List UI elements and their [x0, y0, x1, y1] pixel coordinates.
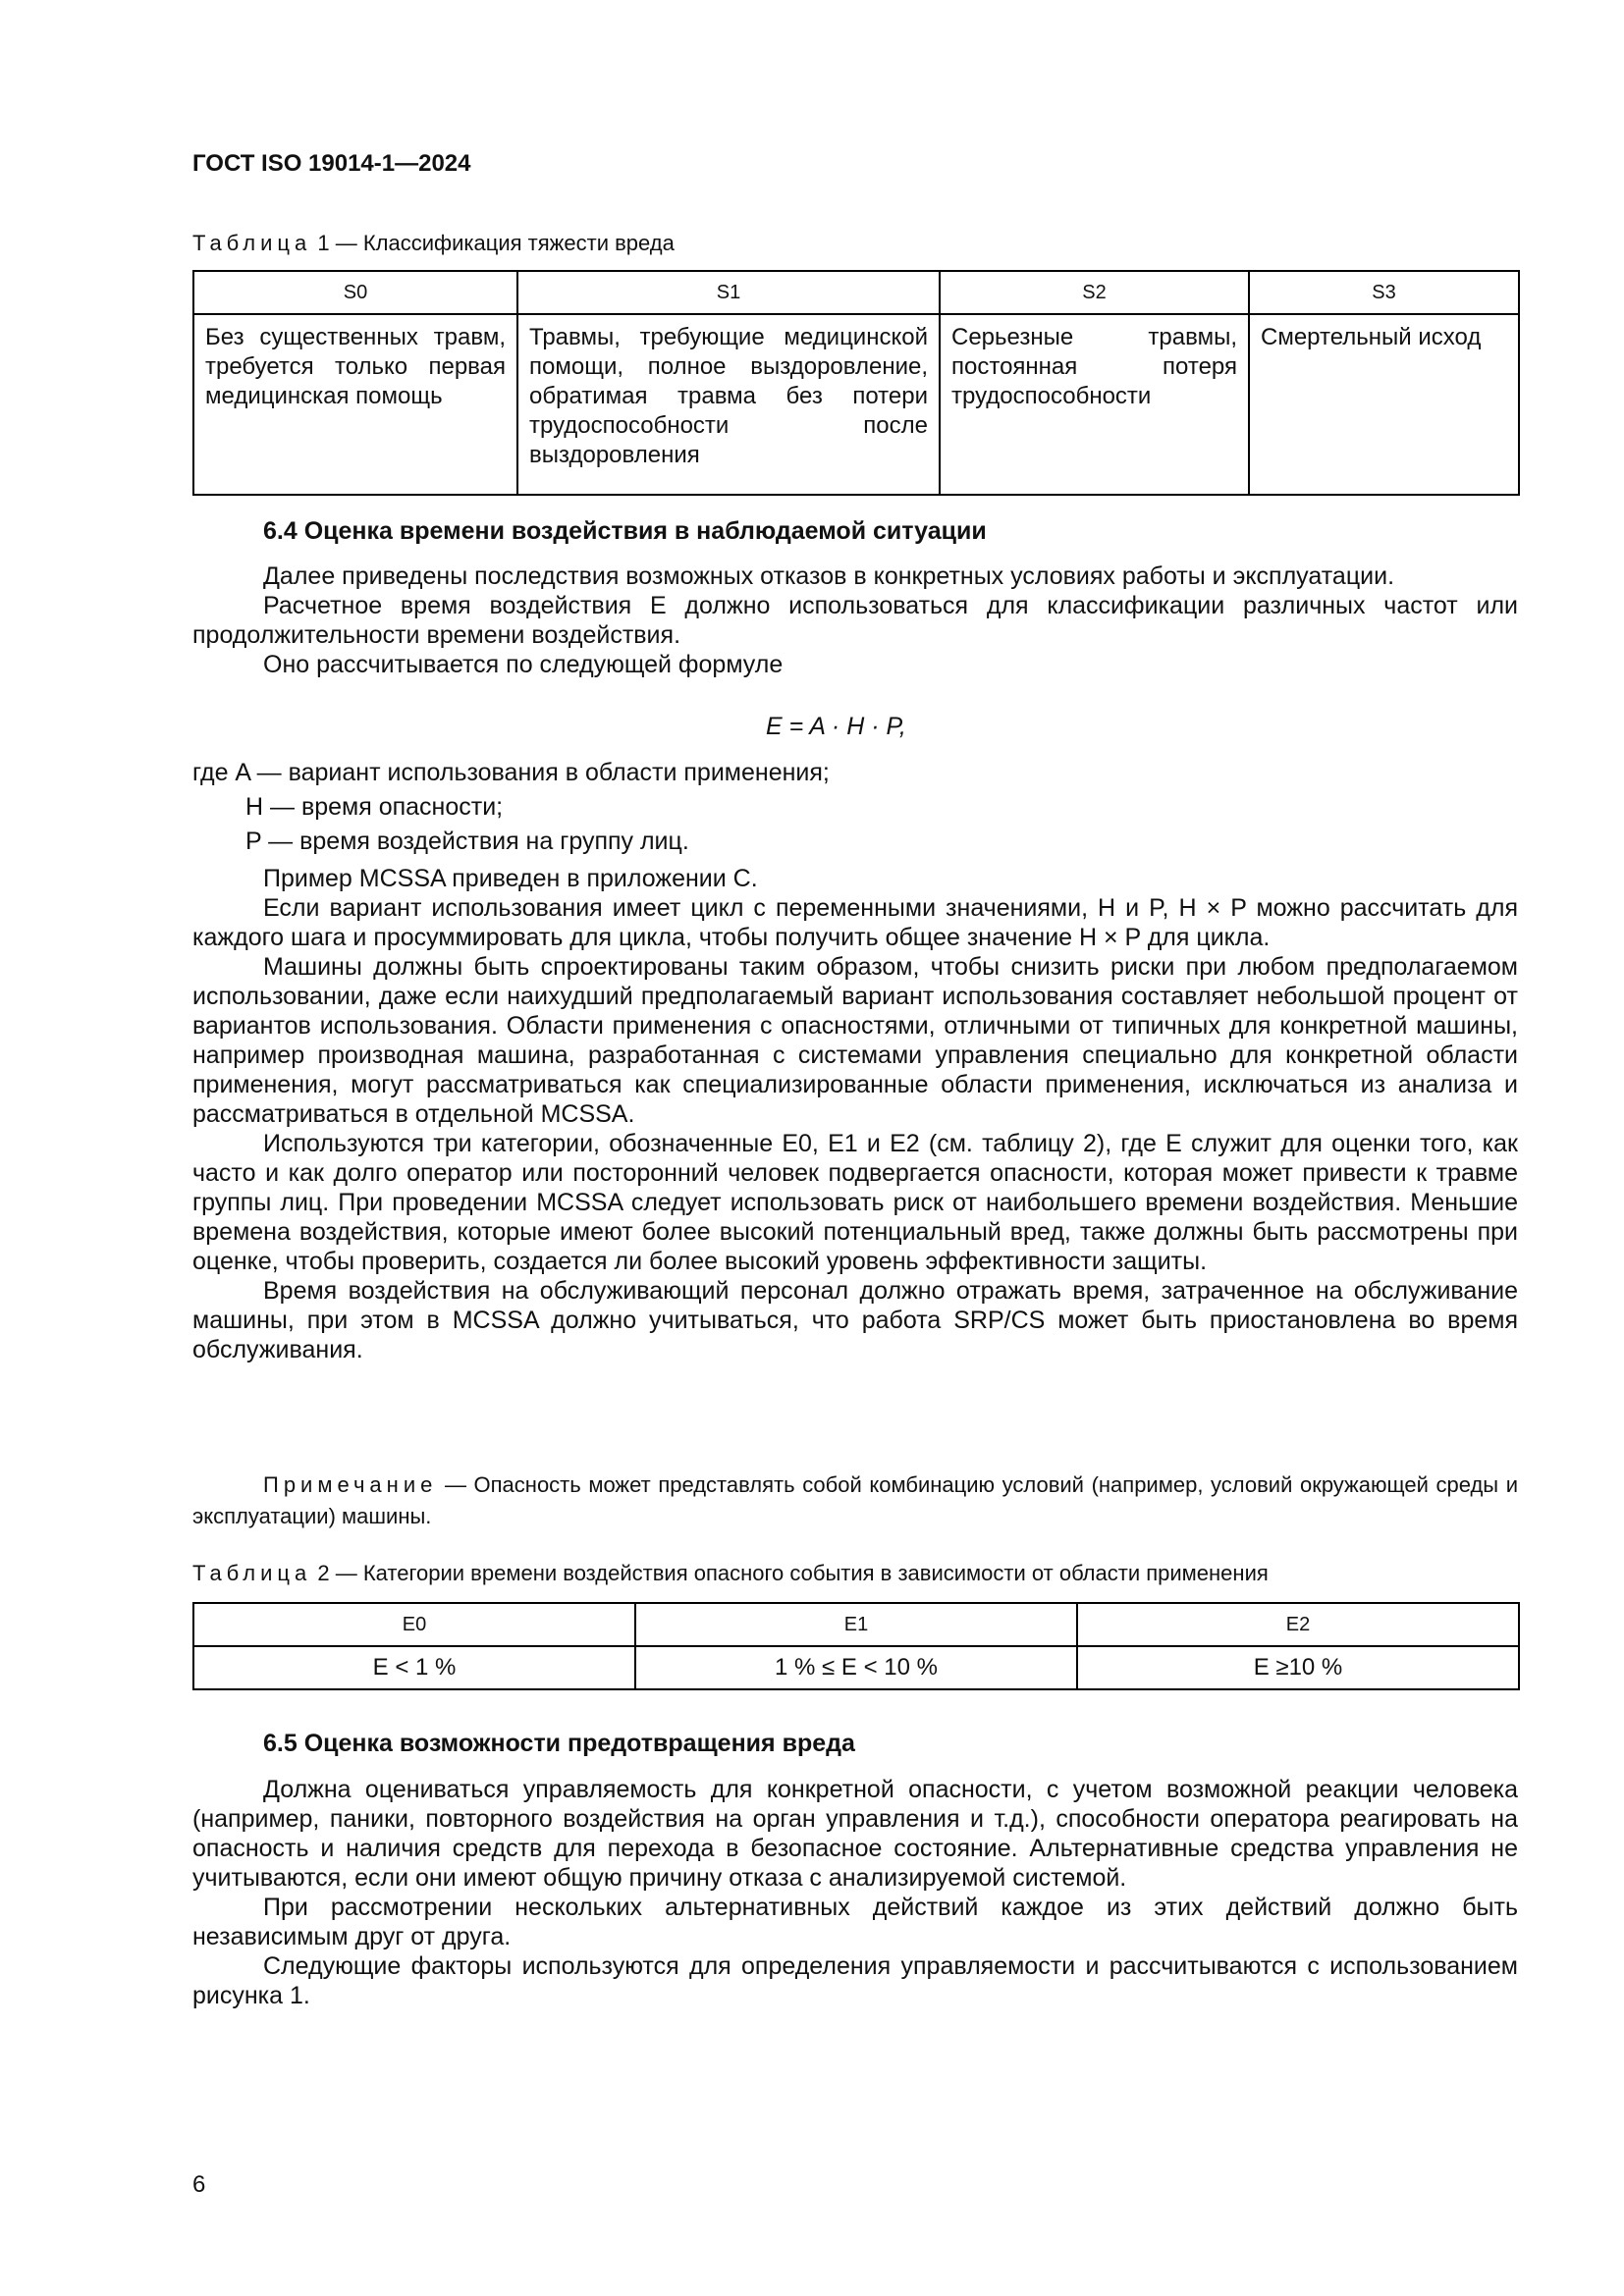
- section-6-4-intro: [192, 561, 1518, 679]
- table1-cell: Травмы, требующие медицинской помощи, полное выздоровление, обратимая травма без потери трудоспособности после выздоровления: [517, 314, 940, 495]
- table2-header-cell: E2: [1077, 1603, 1519, 1646]
- table1-caption: [192, 231, 675, 256]
- section-6-4-body: [192, 864, 1518, 1364]
- table2-header-cell: E0: [193, 1603, 635, 1646]
- section-6-5-body: [192, 1775, 1518, 2010]
- note-text: — Опасность может представлять собой комбинацию условий (например, условий окружающей среды и эксплуатации) машины.: [192, 1472, 1518, 1528]
- table1-header-cell: S0: [193, 271, 517, 314]
- paragraph: Если вариант использования имеет цикл с переменными значениями, H и P, H × P можно рассчитать для каждого шага и просуммировать для цикла, чтобы получить общее значение H × P для цикла.: [192, 894, 1518, 951]
- table1-header-cell: S2: [940, 271, 1249, 314]
- table2-header-cell: E1: [635, 1603, 1077, 1646]
- paragraph: Следующие факторы используются для определения управляемости и рассчитываются с использованием рисунка 1.: [192, 1952, 1518, 2009]
- paragraph: Время воздействия на обслуживающий персонал должно отражать время, затраченное на обслуживание машины, при этом в MCSSA должно учитываться, что работа SRP/CS может быть приостановлена во время обслуживания.: [192, 1277, 1518, 1363]
- document-header: ГОСТ ISO 19014-1—2024: [192, 150, 471, 177]
- formula: E = A · H · P,: [766, 713, 906, 740]
- table1-cell: Без существенных травм, требуется только первая медицинская помощь: [193, 314, 517, 495]
- table2-caption: [192, 1561, 1269, 1586]
- where-line: P — время воздействия на группу лиц.: [245, 828, 689, 855]
- paragraph: Используются три категории, обозначенные E0, E1 и E2 (см. таблицу 2), где E служит для оценки того, как часто и как долго оператор или посторонний человек подвергается опасности, которая может привести к травме группы лиц. При проведении MCSSA следует использовать риск от наибольшего времени воздействия. Меньшие времена воздействия, которые имеют более высокий потенциальный вред, также должны быть рассмотрены при оценке, чтобы проверить, создается ли более высокий уровень эффективности защиты.: [192, 1130, 1518, 1275]
- section-6-4-title: 6.4 Оценка времени воздействия в наблюдаемой ситуации: [263, 517, 987, 545]
- table2: [192, 1602, 1520, 1690]
- table2-caption-prefix: Таблица: [192, 1561, 312, 1585]
- table2-cell: 1 % ≤ E < 10 %: [635, 1646, 1077, 1689]
- table2-caption-text: 2 — Категории времени воздействия опасного события в зависимости от области применения: [317, 1561, 1269, 1585]
- table2-cell: E ≥10 %: [1077, 1646, 1519, 1689]
- table1-caption-prefix: Таблица: [192, 231, 312, 255]
- table1-cell: Серьезные травмы, постоянная потеря трудоспособности: [940, 314, 1249, 495]
- table1-caption-text: 1 — Классификация тяжести вреда: [317, 231, 675, 255]
- section-6-5-title: 6.5 Оценка возможности предотвращения вреда: [263, 1730, 855, 1757]
- paragraph: Пример MCSSA приведен в приложении С.: [263, 865, 758, 892]
- where-line: где A — вариант использования в области применения;: [192, 759, 830, 786]
- paragraph: Расчетное время воздействия E должно использоваться для классификации различных частот или продолжительности времени воздействия.: [192, 592, 1518, 649]
- table2-data-row: [193, 1646, 1519, 1689]
- table2-cell: E < 1 %: [193, 1646, 635, 1689]
- page-number: 6: [192, 2171, 206, 2198]
- paragraph: При рассмотрении нескольких альтернативных действий каждое из этих действий должно быть независимым друг от друга.: [192, 1894, 1518, 1950]
- paragraph: Машины должны быть спроектированы таким образом, чтобы снизить риски при любом предполагаемом использовании, даже если наихудший предполагаемый вариант использования составляет небольшой процент от вариантов использования. Области применения с опасностями, отличными от типичных для конкретной машины, например производная машина, разработанная с системами управления специально для конкретной области применения, могут рассматриваться как специализированные области применения, исключаться из анализа и рассматриваться в отдельной MCSSA.: [192, 953, 1518, 1128]
- note-prefix: Примечание: [263, 1472, 438, 1497]
- where-line: H — время опасности;: [245, 793, 504, 821]
- table1-header-cell: S1: [517, 271, 940, 314]
- table1-cell: Смертельный исход: [1249, 314, 1519, 495]
- table2-header-row: [193, 1603, 1519, 1646]
- paragraph: Далее приведены последствия возможных отказов в конкретных условиях работы и эксплуатации.: [263, 562, 1395, 590]
- table1-data-row: [193, 314, 1519, 495]
- table1-header-row: [193, 271, 1519, 314]
- table1: [192, 270, 1520, 496]
- paragraph: Должна оцениваться управляемость для конкретной опасности, с учетом возможной реакции человека (например, паники, повторного воздействия на орган управления и т.д.), способности оператора реагировать на опасность и наличия средств для перехода в безопасное состояние. Альтернативные средства управления не учитываются, если они имеют общую причину отказа с анализируемой системой.: [192, 1776, 1518, 1892]
- note: [192, 1469, 1518, 1532]
- paragraph: Оно рассчитывается по следующей формуле: [263, 651, 784, 678]
- table1-header-cell: S3: [1249, 271, 1519, 314]
